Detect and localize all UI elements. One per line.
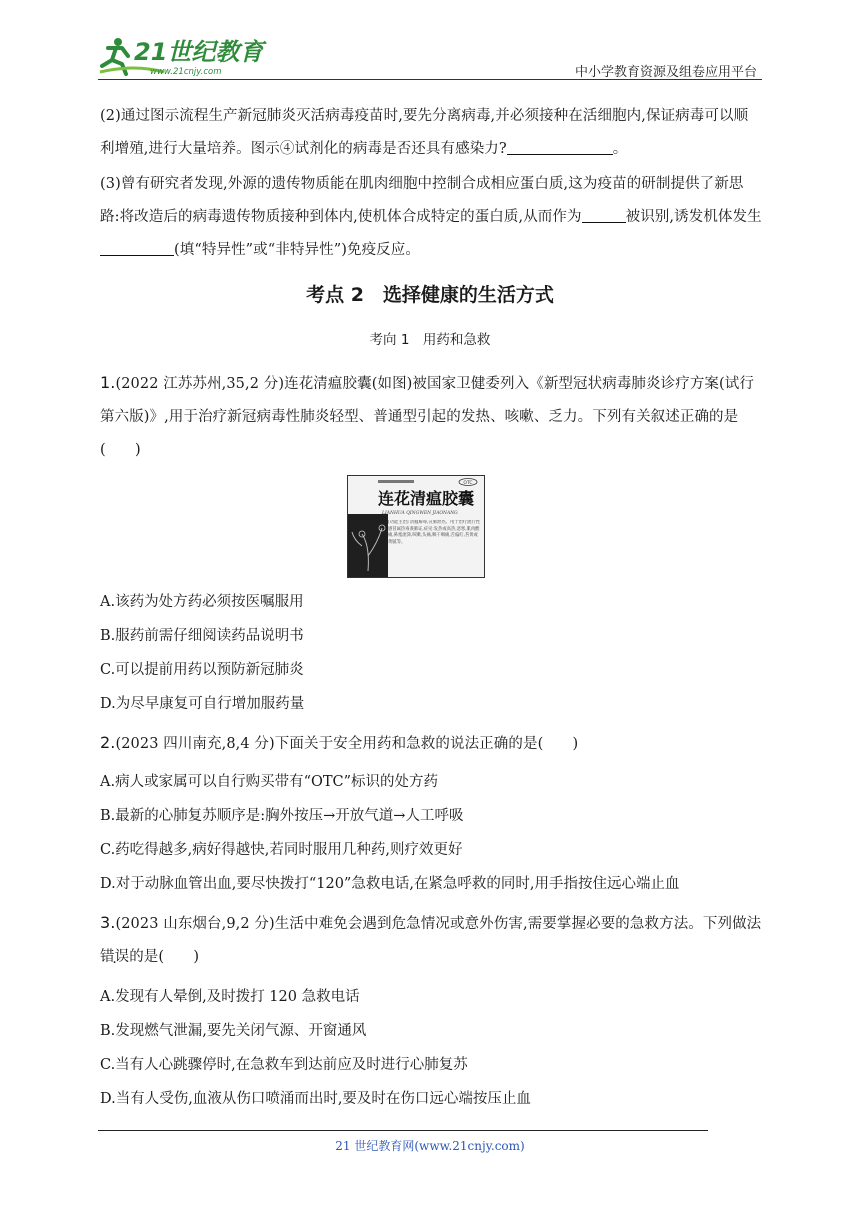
section-title: 考点 2 选择健康的生活方式 <box>306 284 554 306</box>
answer-blank[interactable] <box>507 138 613 155</box>
question-text: 连花清瘟胶囊(如图)被国家卫健委列入《新型冠状病毒肺炎诊疗方案(试行第六版)》,用于治疗新冠病毒性肺炎轻型、普通型引起的发热、咳嗽、乏力。下列有关叙述正确的是 <box>100 376 754 425</box>
runner-logo-icon <box>94 34 274 80</box>
option-c[interactable]: C.可以提前用药以预防新冠肺炎 <box>100 662 304 678</box>
option-c[interactable]: C.当有人心跳骤停时,在急救车到达前应及时进行心肺复苏 <box>100 1057 468 1073</box>
question-source: (2023 四川南充,8,4 分) <box>115 736 275 752</box>
option-d[interactable]: D.为尽早康复可自行增加服药量 <box>100 696 305 712</box>
answer-blank[interactable] <box>582 206 626 223</box>
option-a[interactable]: A.该药为处方药必须按医嘱服用 <box>100 594 304 610</box>
medicine-description: [功能主治] 清瘟解毒,宣肺泄热。用于治疗流行性感冒属热毒袭肺证,症见:发热或高热,恶寒,肌肉酸痛,鼻塞流涕,咳嗽,头痛,咽干咽痛,舌偏红,苔黄或黄腻等。 <box>388 520 481 545</box>
question-text: 生活中难免会遇到危急情况或意外伤害,需要掌握必要的急救方法。下列做法 <box>274 916 762 932</box>
sub-question-2-end: 。 <box>612 141 628 157</box>
otc-mark: OTC <box>463 481 473 486</box>
option-b[interactable]: B.最新的心肺复苏顺序是:胸外按压→开放气道→人工呼吸 <box>100 808 464 824</box>
medicine-box-image <box>347 475 485 578</box>
option-c[interactable]: C.药吃得越多,病好得越快,若同时服用几种药,则疗效更好 <box>100 842 463 858</box>
emphasis-text: 错误 <box>100 949 130 965</box>
question-number: 3. <box>100 913 116 932</box>
footer-divider <box>98 1130 708 1131</box>
answer-blank[interactable] <box>100 239 174 256</box>
question-text-end: 的是( ) <box>129 949 200 965</box>
option-a[interactable]: A.病人或家属可以自行购买带有“OTC”标识的处方药 <box>100 774 439 790</box>
platform-name: 中小学教育资源及组卷应用平台 <box>574 65 757 80</box>
medicine-brand-name: 连花清瘟胶囊 <box>378 489 475 508</box>
logo[interactable] <box>94 34 274 80</box>
question-source: (2023 山东烟台,9,2 分) <box>115 916 275 932</box>
footer-link[interactable]: 21 世纪教育网(www.21cnjy.com) <box>335 1139 525 1153</box>
logo-url: www.21cnjy.com <box>150 67 222 77</box>
question-number: 2. <box>100 733 116 752</box>
sub-question-3 <box>100 168 762 267</box>
option-a[interactable]: A.发现有人晕倒,及时拨打 120 急救电话 <box>100 989 360 1005</box>
sub-question-3-text-b: 被识别,诱发机体发生 <box>625 209 762 225</box>
question-number: 1. <box>100 373 116 392</box>
sub-question-2 <box>100 100 762 166</box>
logo-text: 21世纪教育 <box>134 38 264 66</box>
question-source: (2022 江苏苏州,35,2 分) <box>115 376 285 392</box>
sub-section-title: 考向 1 用药和急救 <box>369 332 491 348</box>
sub-question-3-text-c: (填“特异性”或“非特异性”)免疫反应。 <box>174 242 420 258</box>
option-b[interactable]: B.发现燃气泄漏,要先关闭气源、开窗通风 <box>100 1023 367 1039</box>
question-text: 下面关于安全用药和急救的说法正确的是( ) <box>274 736 579 752</box>
option-b[interactable]: B.服药前需仔细阅读药品说明书 <box>100 628 304 644</box>
option-d[interactable]: D.对于动脉血管出血,要尽快拨打“120”急救电话,在紧急呼救的同时,用手指按住远心端止血 <box>100 876 680 892</box>
medicine-pinyin: LIANHUA QINGWEN JIAONANG <box>382 511 458 516</box>
header-divider <box>98 79 762 80</box>
question-3 <box>100 906 762 974</box>
question-2 <box>100 726 762 761</box>
sub-question-2-text: (2)通过图示流程生产新冠肺炎灭活病毒疫苗时,要先分离病毒,并必须接种在活细胞内,保证病毒可以顺利增殖,进行大量培养。图示④试剂化的病毒是否还具有感染力? <box>100 108 749 157</box>
question-1 <box>100 366 762 467</box>
option-d[interactable]: D.当有人受伤,血液从伤口喷涌而出时,要及时在伤口远心端按压止血 <box>100 1091 531 1107</box>
answer-paren[interactable]: ( ) <box>100 442 141 458</box>
sub-question-3-text-a: (3)曾有研究者发现,外源的遗传物质能在肌肉细胞中控制合成相应蛋白质,这为疫苗的研制提供了新思路:将改造后的病毒遗传物质接种到体内,使机体合成特定的蛋白质,从而作为 <box>100 176 744 225</box>
